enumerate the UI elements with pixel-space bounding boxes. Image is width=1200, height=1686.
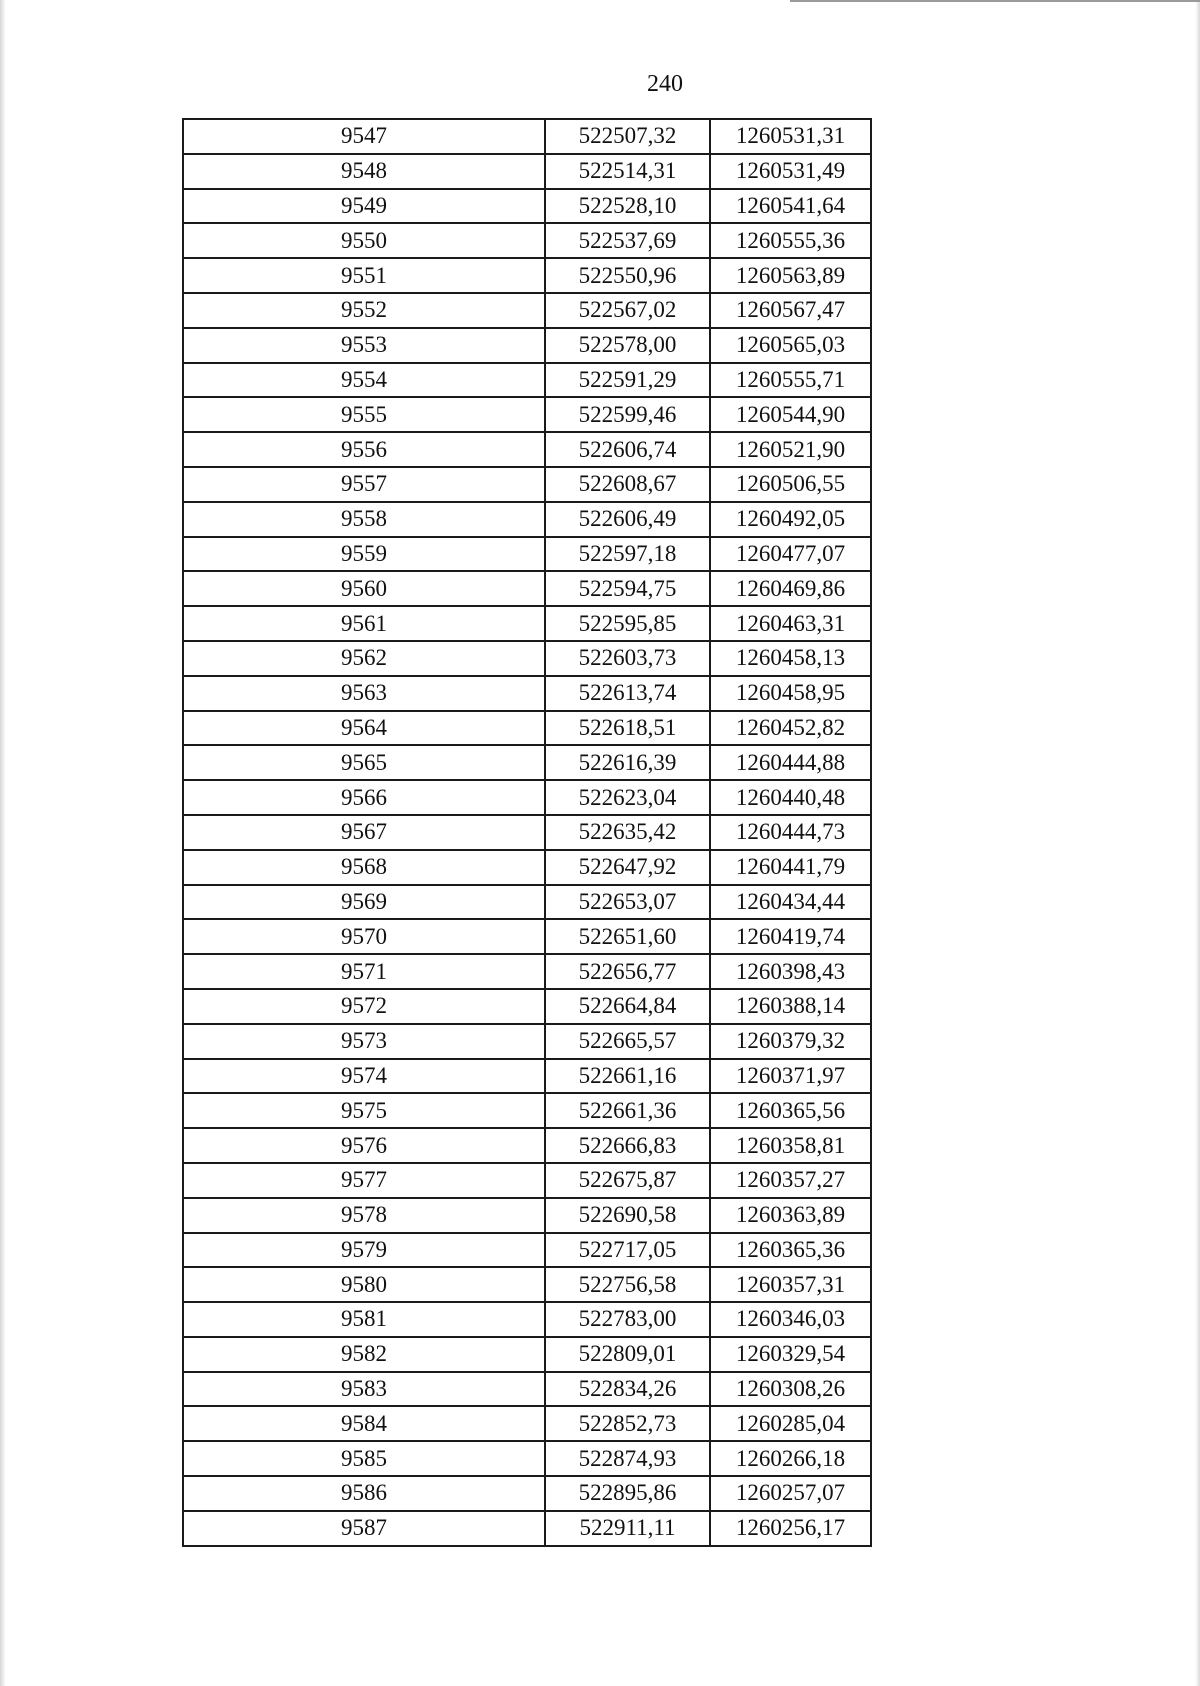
point-number-cell: 9558 (183, 502, 545, 537)
point-number-cell: 9565 (183, 745, 545, 780)
table-row (183, 397, 871, 432)
y-coordinate-cell: 1260357,27 (710, 1163, 871, 1198)
table-row (183, 954, 871, 989)
x-coordinate-cell: 522507,32 (545, 119, 710, 154)
scan-edge-top (790, 0, 1200, 2)
point-number-cell: 9547 (183, 119, 545, 154)
x-coordinate-cell: 522647,92 (545, 850, 710, 885)
x-coordinate-cell: 522603,73 (545, 641, 710, 676)
scan-edge-left (0, 0, 6, 1686)
table-row (183, 1093, 871, 1128)
x-coordinate-cell: 522834,26 (545, 1372, 710, 1407)
table-row (183, 537, 871, 572)
table-row (183, 328, 871, 363)
x-coordinate-cell: 522874,93 (545, 1441, 710, 1476)
x-coordinate-cell: 522651,60 (545, 919, 710, 954)
y-coordinate-cell: 1260379,32 (710, 1024, 871, 1059)
table-row (183, 1302, 871, 1337)
table-row (183, 711, 871, 746)
point-number-cell: 9552 (183, 293, 545, 328)
x-coordinate-cell: 522595,85 (545, 606, 710, 641)
x-coordinate-cell: 522567,02 (545, 293, 710, 328)
y-coordinate-cell: 1260266,18 (710, 1441, 871, 1476)
x-coordinate-cell: 522550,96 (545, 258, 710, 293)
point-number-cell: 9551 (183, 258, 545, 293)
y-coordinate-cell: 1260469,86 (710, 571, 871, 606)
y-coordinate-cell: 1260531,31 (710, 119, 871, 154)
point-number-cell: 9563 (183, 676, 545, 711)
x-coordinate-cell: 522616,39 (545, 745, 710, 780)
scan-edge-right (1195, 0, 1200, 1686)
table-row (183, 1059, 871, 1094)
x-coordinate-cell: 522618,51 (545, 711, 710, 746)
x-coordinate-cell: 522717,05 (545, 1233, 710, 1268)
y-coordinate-cell: 1260458,13 (710, 641, 871, 676)
y-coordinate-cell: 1260555,36 (710, 223, 871, 258)
x-coordinate-cell: 522675,87 (545, 1163, 710, 1198)
y-coordinate-cell: 1260365,56 (710, 1093, 871, 1128)
point-number-cell: 9566 (183, 780, 545, 815)
y-coordinate-cell: 1260506,55 (710, 467, 871, 502)
point-number-cell: 9564 (183, 711, 545, 746)
y-coordinate-cell: 1260256,17 (710, 1511, 871, 1546)
table-row (183, 885, 871, 920)
point-number-cell: 9554 (183, 363, 545, 398)
y-coordinate-cell: 1260452,82 (710, 711, 871, 746)
table-row (183, 676, 871, 711)
point-number-cell: 9572 (183, 989, 545, 1024)
table-row (183, 1441, 871, 1476)
y-coordinate-cell: 1260555,71 (710, 363, 871, 398)
point-number-cell: 9549 (183, 189, 545, 224)
x-coordinate-cell: 522606,49 (545, 502, 710, 537)
y-coordinate-cell: 1260477,07 (710, 537, 871, 572)
y-coordinate-cell: 1260308,26 (710, 1372, 871, 1407)
x-coordinate-cell: 522578,00 (545, 328, 710, 363)
table-row (183, 1233, 871, 1268)
x-coordinate-cell: 522623,04 (545, 780, 710, 815)
x-coordinate-cell: 522613,74 (545, 676, 710, 711)
x-coordinate-cell: 522514,31 (545, 154, 710, 189)
point-number-cell: 9585 (183, 1441, 545, 1476)
y-coordinate-cell: 1260565,03 (710, 328, 871, 363)
table-row (183, 1024, 871, 1059)
table-row (183, 641, 871, 676)
point-number-cell: 9573 (183, 1024, 545, 1059)
y-coordinate-cell: 1260567,47 (710, 293, 871, 328)
y-coordinate-cell: 1260434,44 (710, 885, 871, 920)
point-number-cell: 9576 (183, 1128, 545, 1163)
table-row (183, 1267, 871, 1302)
table-row (183, 571, 871, 606)
x-coordinate-cell: 522661,16 (545, 1059, 710, 1094)
y-coordinate-cell: 1260444,88 (710, 745, 871, 780)
table-row (183, 1163, 871, 1198)
y-coordinate-cell: 1260346,03 (710, 1302, 871, 1337)
y-coordinate-cell: 1260357,31 (710, 1267, 871, 1302)
y-coordinate-cell: 1260329,54 (710, 1337, 871, 1372)
x-coordinate-cell: 522852,73 (545, 1406, 710, 1441)
table-row (183, 815, 871, 850)
table-row (183, 780, 871, 815)
y-coordinate-cell: 1260388,14 (710, 989, 871, 1024)
table-row (183, 363, 871, 398)
x-coordinate-cell: 522591,29 (545, 363, 710, 398)
point-number-cell: 9553 (183, 328, 545, 363)
table-row (183, 258, 871, 293)
x-coordinate-cell: 522756,58 (545, 1267, 710, 1302)
point-number-cell: 9577 (183, 1163, 545, 1198)
x-coordinate-cell: 522690,58 (545, 1198, 710, 1233)
x-coordinate-cell: 522528,10 (545, 189, 710, 224)
x-coordinate-cell: 522653,07 (545, 885, 710, 920)
point-number-cell: 9587 (183, 1511, 545, 1546)
point-number-cell: 9584 (183, 1406, 545, 1441)
y-coordinate-cell: 1260371,97 (710, 1059, 871, 1094)
point-number-cell: 9561 (183, 606, 545, 641)
point-number-cell: 9557 (183, 467, 545, 502)
point-number-cell: 9560 (183, 571, 545, 606)
x-coordinate-cell: 522606,74 (545, 432, 710, 467)
y-coordinate-cell: 1260358,81 (710, 1128, 871, 1163)
table-row (183, 467, 871, 502)
coordinates-table (182, 118, 872, 1547)
y-coordinate-cell: 1260285,04 (710, 1406, 871, 1441)
table-row (183, 223, 871, 258)
y-coordinate-cell: 1260398,43 (710, 954, 871, 989)
x-coordinate-cell: 522666,83 (545, 1128, 710, 1163)
x-coordinate-cell: 522597,18 (545, 537, 710, 572)
point-number-cell: 9562 (183, 641, 545, 676)
x-coordinate-cell: 522635,42 (545, 815, 710, 850)
y-coordinate-cell: 1260257,07 (710, 1476, 871, 1511)
y-coordinate-cell: 1260441,79 (710, 850, 871, 885)
x-coordinate-cell: 522665,57 (545, 1024, 710, 1059)
y-coordinate-cell: 1260531,49 (710, 154, 871, 189)
table-row (183, 154, 871, 189)
point-number-cell: 9578 (183, 1198, 545, 1233)
x-coordinate-cell: 522664,84 (545, 989, 710, 1024)
page-number: 240 (647, 71, 683, 97)
point-number-cell: 9550 (183, 223, 545, 258)
table-row (183, 1511, 871, 1546)
point-number-cell: 9570 (183, 919, 545, 954)
x-coordinate-cell: 522594,75 (545, 571, 710, 606)
x-coordinate-cell: 522599,46 (545, 397, 710, 432)
point-number-cell: 9567 (183, 815, 545, 850)
table-row (183, 1406, 871, 1441)
point-number-cell: 9571 (183, 954, 545, 989)
x-coordinate-cell: 522895,86 (545, 1476, 710, 1511)
point-number-cell: 9568 (183, 850, 545, 885)
y-coordinate-cell: 1260440,48 (710, 780, 871, 815)
y-coordinate-cell: 1260492,05 (710, 502, 871, 537)
point-number-cell: 9583 (183, 1372, 545, 1407)
point-number-cell: 9579 (183, 1233, 545, 1268)
table-row (183, 432, 871, 467)
x-coordinate-cell: 522537,69 (545, 223, 710, 258)
y-coordinate-cell: 1260463,31 (710, 606, 871, 641)
x-coordinate-cell: 522911,11 (545, 1511, 710, 1546)
x-coordinate-cell: 522661,36 (545, 1093, 710, 1128)
table-row (183, 189, 871, 224)
y-coordinate-cell: 1260544,90 (710, 397, 871, 432)
table-row (183, 989, 871, 1024)
y-coordinate-cell: 1260365,36 (710, 1233, 871, 1268)
x-coordinate-cell: 522608,67 (545, 467, 710, 502)
point-number-cell: 9548 (183, 154, 545, 189)
x-coordinate-cell: 522783,00 (545, 1302, 710, 1337)
table-row (183, 119, 871, 154)
coordinates-table-body (183, 119, 871, 1546)
point-number-cell: 9555 (183, 397, 545, 432)
table-row (183, 1337, 871, 1372)
point-number-cell: 9574 (183, 1059, 545, 1094)
table-row (183, 1476, 871, 1511)
point-number-cell: 9559 (183, 537, 545, 572)
y-coordinate-cell: 1260563,89 (710, 258, 871, 293)
x-coordinate-cell: 522656,77 (545, 954, 710, 989)
y-coordinate-cell: 1260521,90 (710, 432, 871, 467)
y-coordinate-cell: 1260458,95 (710, 676, 871, 711)
point-number-cell: 9569 (183, 885, 545, 920)
y-coordinate-cell: 1260444,73 (710, 815, 871, 850)
point-number-cell: 9580 (183, 1267, 545, 1302)
point-number-cell: 9575 (183, 1093, 545, 1128)
table-row (183, 1198, 871, 1233)
y-coordinate-cell: 1260419,74 (710, 919, 871, 954)
table-row (183, 919, 871, 954)
table-row (183, 502, 871, 537)
point-number-cell: 9586 (183, 1476, 545, 1511)
table-row (183, 1128, 871, 1163)
x-coordinate-cell: 522809,01 (545, 1337, 710, 1372)
point-number-cell: 9556 (183, 432, 545, 467)
table-row (183, 850, 871, 885)
y-coordinate-cell: 1260541,64 (710, 189, 871, 224)
table-row (183, 606, 871, 641)
table-row (183, 293, 871, 328)
table-row (183, 745, 871, 780)
point-number-cell: 9581 (183, 1302, 545, 1337)
y-coordinate-cell: 1260363,89 (710, 1198, 871, 1233)
point-number-cell: 9582 (183, 1337, 545, 1372)
table-row (183, 1372, 871, 1407)
